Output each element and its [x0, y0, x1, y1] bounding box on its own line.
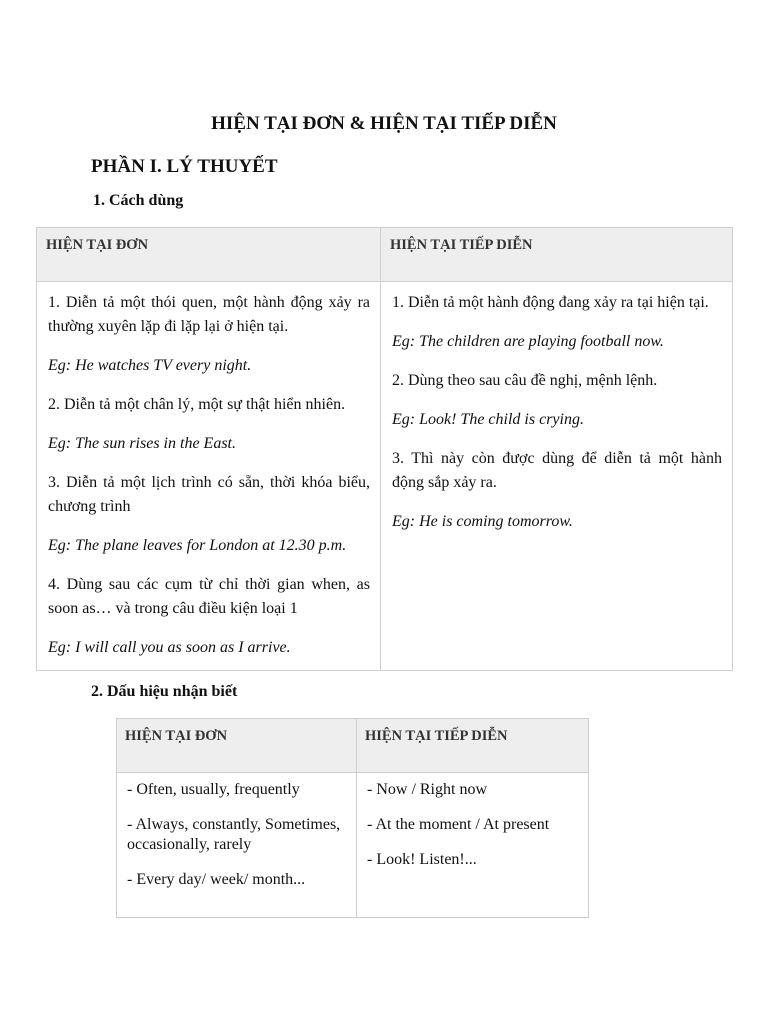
- signal-word: - Always, constantly, Sometimes, occasionally, rarely: [127, 816, 341, 853]
- usage-header-present-continuous: HIỆN TẠI TIẾP DIỄN: [381, 228, 733, 282]
- signal-word: - Often, usually, frequently: [127, 781, 300, 798]
- signal-word: - Every day/ week/ month...: [127, 871, 306, 888]
- section-heading: PHẦN I. LÝ THUYẾT: [91, 156, 278, 177]
- usage-rule: 2. Dùng theo sau câu đề nghị, mệnh lệnh.: [392, 372, 658, 389]
- signs-present-continuous-cell: [357, 773, 589, 918]
- signal-word: - Now / Right now: [367, 781, 487, 798]
- usage-table: [36, 227, 733, 671]
- usage-heading: 1. Cách dùng: [93, 192, 184, 209]
- signal-word: - At the moment / At present: [367, 816, 550, 833]
- signs-simple-present-cell: [117, 773, 357, 918]
- signal-word: - Look! Listen!...: [367, 851, 477, 868]
- document-title: HIỆN TẠI ĐƠN & HIỆN TẠI TIẾP DIỄN: [211, 113, 557, 134]
- usage-header-simple-present: HIỆN TẠI ĐƠN: [37, 228, 381, 282]
- signs-table-header-row: [117, 719, 589, 773]
- usage-example: Eg: The children are playing football now.: [392, 333, 664, 350]
- signs-table: [116, 718, 589, 918]
- signs-header-present-continuous: HIỆN TẠI TIẾP DIỄN: [357, 719, 589, 773]
- signs-header-simple-present: HIỆN TẠI ĐƠN: [117, 719, 357, 773]
- usage-example: Eg: I will call you as soon as I arrive.: [48, 639, 291, 656]
- usage-simple-present-cell: [37, 282, 381, 671]
- usage-example: Eg: He is coming tomorrow.: [392, 513, 573, 530]
- usage-table-row: [37, 282, 733, 671]
- usage-example: Eg: The plane leaves for London at 12.30 p.m.: [48, 537, 347, 554]
- usage-example: Eg: The sun rises in the East.: [48, 435, 236, 452]
- usage-example: Eg: Look! The child is crying.: [392, 411, 584, 428]
- usage-present-continuous-cell: [381, 282, 733, 671]
- usage-example: Eg: He watches TV every night.: [48, 357, 252, 374]
- usage-rule: 1. Diễn tả một hành động đang xảy ra tại hiện tại.: [392, 294, 709, 311]
- usage-rule: 3. Thì này còn được dùng để diễn tả một hành động sắp xảy ra.: [392, 450, 722, 491]
- usage-rule: 2. Diễn tả một chân lý, một sự thật hiển nhiên.: [48, 396, 346, 413]
- usage-rule: 1. Diễn tả một thói quen, một hành động xảy ra thường xuyên lặp đi lặp lại ở hiện tại.: [48, 294, 370, 335]
- usage-table-header-row: [37, 228, 733, 282]
- usage-rule: 3. Diễn tả một lịch trình có sẵn, thời khóa biểu, chương trình: [48, 474, 370, 515]
- signs-heading: 2. Dấu hiệu nhận biết: [91, 683, 238, 700]
- usage-rule: 4. Dùng sau các cụm từ chỉ thời gian when, as soon as… và trong câu điều kiện loại 1: [48, 576, 370, 617]
- signs-table-row: [117, 773, 589, 918]
